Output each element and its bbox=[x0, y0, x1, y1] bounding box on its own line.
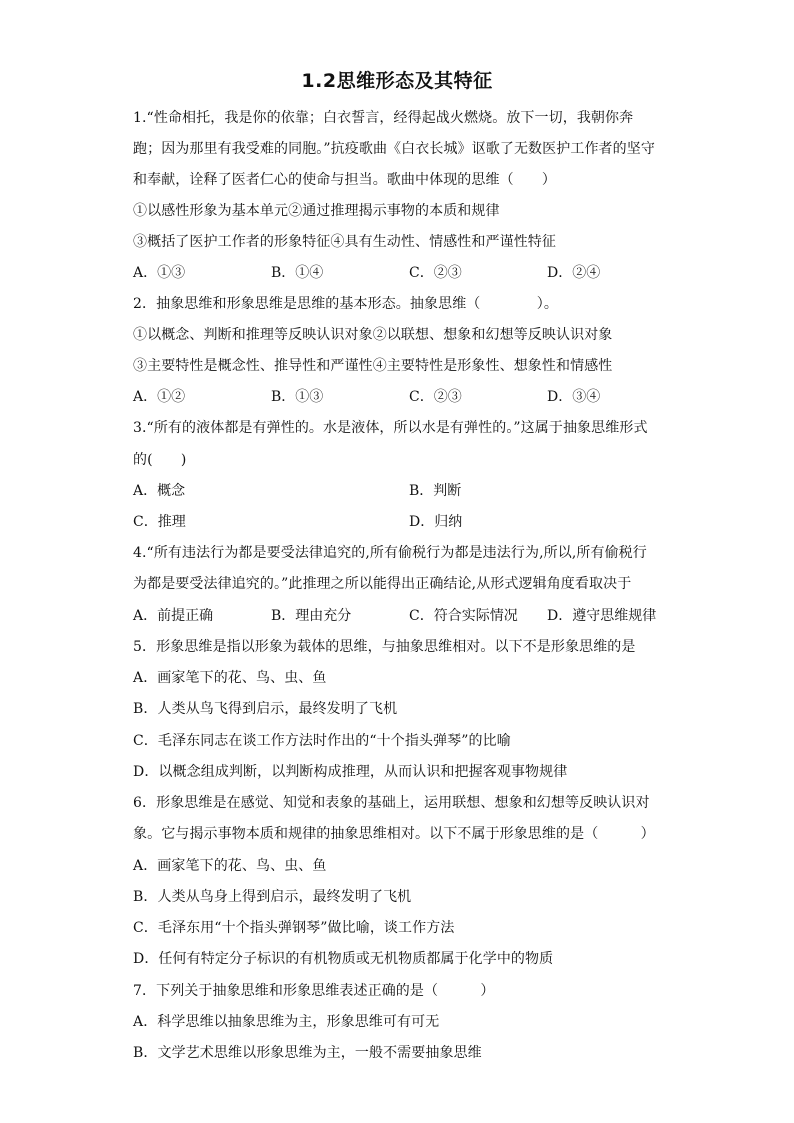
q1-option-c: C．②③ bbox=[409, 265, 462, 281]
q3-option-d: D．归纳 bbox=[409, 514, 463, 530]
q1-option-b: B．①④ bbox=[271, 265, 324, 281]
q1-option-a: A．①③ bbox=[133, 265, 186, 281]
q3-stem-line-2: 的( ) bbox=[133, 452, 187, 468]
q4-option-d: D．遵守思维规律 bbox=[547, 608, 657, 624]
q6-option-a: A．画家笔下的花、鸟、虫、鱼 bbox=[133, 858, 327, 874]
q4-option-b: B．理由充分 bbox=[271, 608, 352, 624]
q3-option-c: C．推理 bbox=[133, 514, 186, 530]
page-title: 1.2思维形态及其特征 bbox=[301, 70, 493, 92]
q3-option-a: A．概念 bbox=[133, 483, 186, 499]
q5-option-c: C．毛泽东同志在谈工作方法时作出的“十个指头弹琴”的比喻 bbox=[133, 733, 511, 749]
q2-option-d: D．③④ bbox=[547, 389, 601, 405]
q6-option-d: D．任何有特定分子标识的有机物质或无机物质都属于化学中的物质 bbox=[133, 951, 554, 967]
q7-stem-line-1: 7．下列关于抽象思维和形象思维表述正确的是（ ） bbox=[133, 983, 495, 999]
q4-stem-line-2: 为都是要受法律追究的。”此推理之所以能得出正确结论,从形式逻辑角度看取决于 bbox=[133, 576, 632, 592]
q2-option-a: A．①② bbox=[133, 389, 186, 405]
q2-stem-line-1: 2．抽象思维和形象思维是思维的基本形态。抽象思维（ ）。 bbox=[133, 296, 559, 312]
q3-option-b: B．判断 bbox=[409, 483, 462, 499]
q5-option-b: B．人类从鸟飞得到启示，最终发明了飞机 bbox=[133, 701, 398, 717]
q2-option-c: C．②③ bbox=[409, 389, 462, 405]
q5-option-a: A．画家笔下的花、鸟、虫、鱼 bbox=[133, 670, 327, 686]
q6-option-b: B．人类从鸟身上得到启示，最终发明了飞机 bbox=[133, 889, 412, 905]
q2-statement-1: ①以概念、判断和推理等反映认识对象②以联想、想象和幻想等反映认识对象 bbox=[133, 327, 613, 343]
q3-stem-line-1: 3.“所有的液体都是有弹性的。水是液体，所以水是有弹性的。”这属于抽象思维形式 bbox=[133, 420, 648, 436]
q6-stem-line-1: 6．形象思维是在感觉、知觉和表象的基础上，运用联想、想象和幻想等反映认识对 bbox=[133, 795, 650, 811]
q6-option-c: C．毛泽东用“十个指头弹钢琴”做比喻，谈工作方法 bbox=[133, 920, 455, 936]
q1-statement-1: ①以感性形象为基本单元②通过推理揭示事物的本质和规律 bbox=[133, 203, 500, 219]
q4-stem-line-1: 4.“所有违法行为都是要受法律追究的,所有偷税行为都是违法行为,所以,所有偷税行 bbox=[133, 545, 647, 561]
q6-stem-line-2: 象。它与揭示事物本质和规律的抽象思维相对。以下不属于形象思维的是（ ） bbox=[133, 826, 655, 842]
q2-option-b: B．①③ bbox=[271, 389, 324, 405]
q4-option-c: C．符合实际情况 bbox=[409, 608, 518, 624]
q1-stem-line-1: 1.“性命相托，我是你的依靠；白衣誓言，经得起战火燃烧。放下一切，我朝你奔 bbox=[133, 110, 634, 126]
q1-stem-line-2: 跑；因为那里有我受难的同胞。”抗疫歌曲《白衣长城》讴歌了无数医护工作者的坚守 bbox=[133, 141, 655, 157]
q1-statement-2: ③概括了医护工作者的形象特征④具有生动性、情感性和严谨性特征 bbox=[133, 234, 556, 250]
q4-option-a: A．前提正确 bbox=[133, 608, 214, 624]
q1-option-d: D．②④ bbox=[547, 265, 601, 281]
q7-option-b: B．文学艺术思维以形象思维为主，一般不需要抽象思维 bbox=[133, 1045, 482, 1061]
q2-statement-2: ③主要特性是概念性、推导性和严谨性④主要特性是形象性、想象性和情感性 bbox=[133, 358, 613, 374]
q5-option-d: D．以概念组成判断，以判断构成推理，从而认识和把握客观事物规律 bbox=[133, 764, 568, 780]
q1-stem-line-3: 和奉献，诠释了医者仁心的使命与担当。歌曲中体现的思维（ ） bbox=[133, 172, 556, 188]
q7-option-a: A．科学思维以抽象思维为主，形象思维可有可无 bbox=[133, 1014, 440, 1030]
q5-stem-line-1: 5．形象思维是指以形象为载体的思维，与抽象思维相对。以下不是形象思维的是 bbox=[133, 639, 636, 655]
